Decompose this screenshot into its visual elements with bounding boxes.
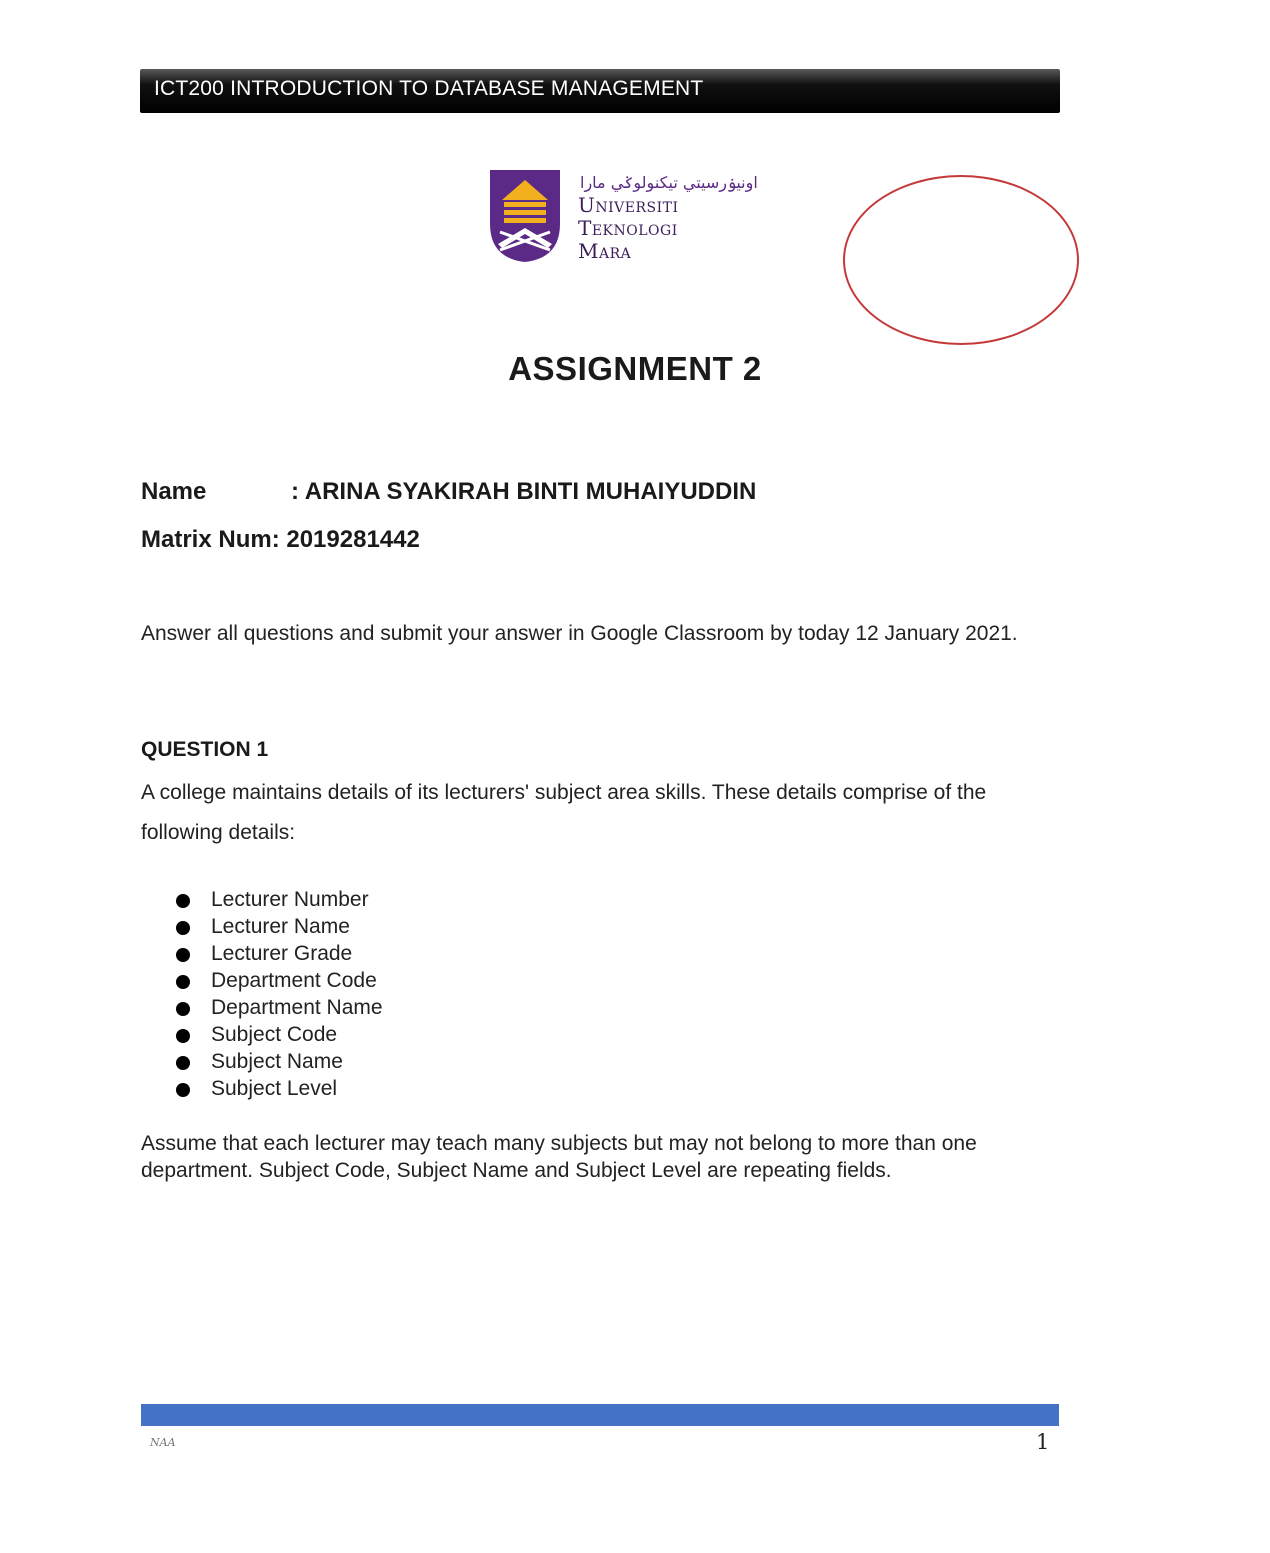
instructions: Answer all questions and submit your answer in Google Classroom by today 12 January 2021.: [141, 622, 1018, 645]
question-1-note: Assume that each lecturer may teach many subjects but may not belong to more than one department. Subject Code, Subject Name and Subject Level are repeating fields.: [141, 1132, 977, 1182]
question-1-heading: QUESTION 1: [141, 738, 269, 761]
logo-line-1: Universiti: [578, 193, 679, 217]
bullet-icon: [176, 1029, 190, 1043]
list-item: Department Code: [176, 967, 383, 994]
bullet-icon: [176, 1056, 190, 1070]
course-title: ICT200 INTRODUCTION TO DATABASE MANAGEMENT: [154, 77, 704, 100]
list-item: Subject Name: [176, 1048, 383, 1075]
header-bar: [140, 69, 1060, 113]
list-item: Department Name: [176, 994, 383, 1021]
jawi-logo-text: اونيۏرسيتي تيكنولوݢي مارا: [580, 173, 758, 192]
university-logo: [488, 166, 758, 264]
footer-initials: NAA: [150, 1436, 176, 1449]
matrix-label: Matrix Num:: [141, 526, 280, 553]
bullet-icon: [176, 948, 190, 962]
bullet-icon: [176, 894, 190, 908]
name-value: : ARINA SYAKIRAH BINTI MUHAIYUDDIN: [291, 478, 757, 505]
list-item: Subject Level: [176, 1075, 383, 1102]
logo-line-3: Mara: [578, 239, 632, 263]
list-item: Subject Code: [176, 1021, 383, 1048]
page-number: 1: [1036, 1430, 1050, 1454]
list-item: Lecturer Name: [176, 913, 383, 940]
list-item: Lecturer Number: [176, 886, 383, 913]
bullet-icon: [176, 1002, 190, 1016]
bullet-icon: [176, 921, 190, 935]
logo-line-2: Teknologi: [578, 216, 678, 240]
question-1-intro: A college maintains details of its lecturers' subject area skills. These details comprise of the following details:: [141, 781, 987, 844]
matrix-value: 2019281442: [286, 526, 420, 553]
assignment-title: ASSIGNMENT 2: [508, 350, 762, 387]
footer-bar: [141, 1404, 1059, 1426]
bullet-icon: [176, 975, 190, 989]
bullet-icon: [176, 1083, 190, 1097]
list-item: Lecturer Grade: [176, 940, 383, 967]
stamp-circle: [843, 175, 1079, 345]
name-label: Name: [141, 478, 207, 505]
name-row: [141, 478, 756, 506]
matrix-row: [141, 526, 420, 554]
field-list: [176, 886, 383, 1102]
